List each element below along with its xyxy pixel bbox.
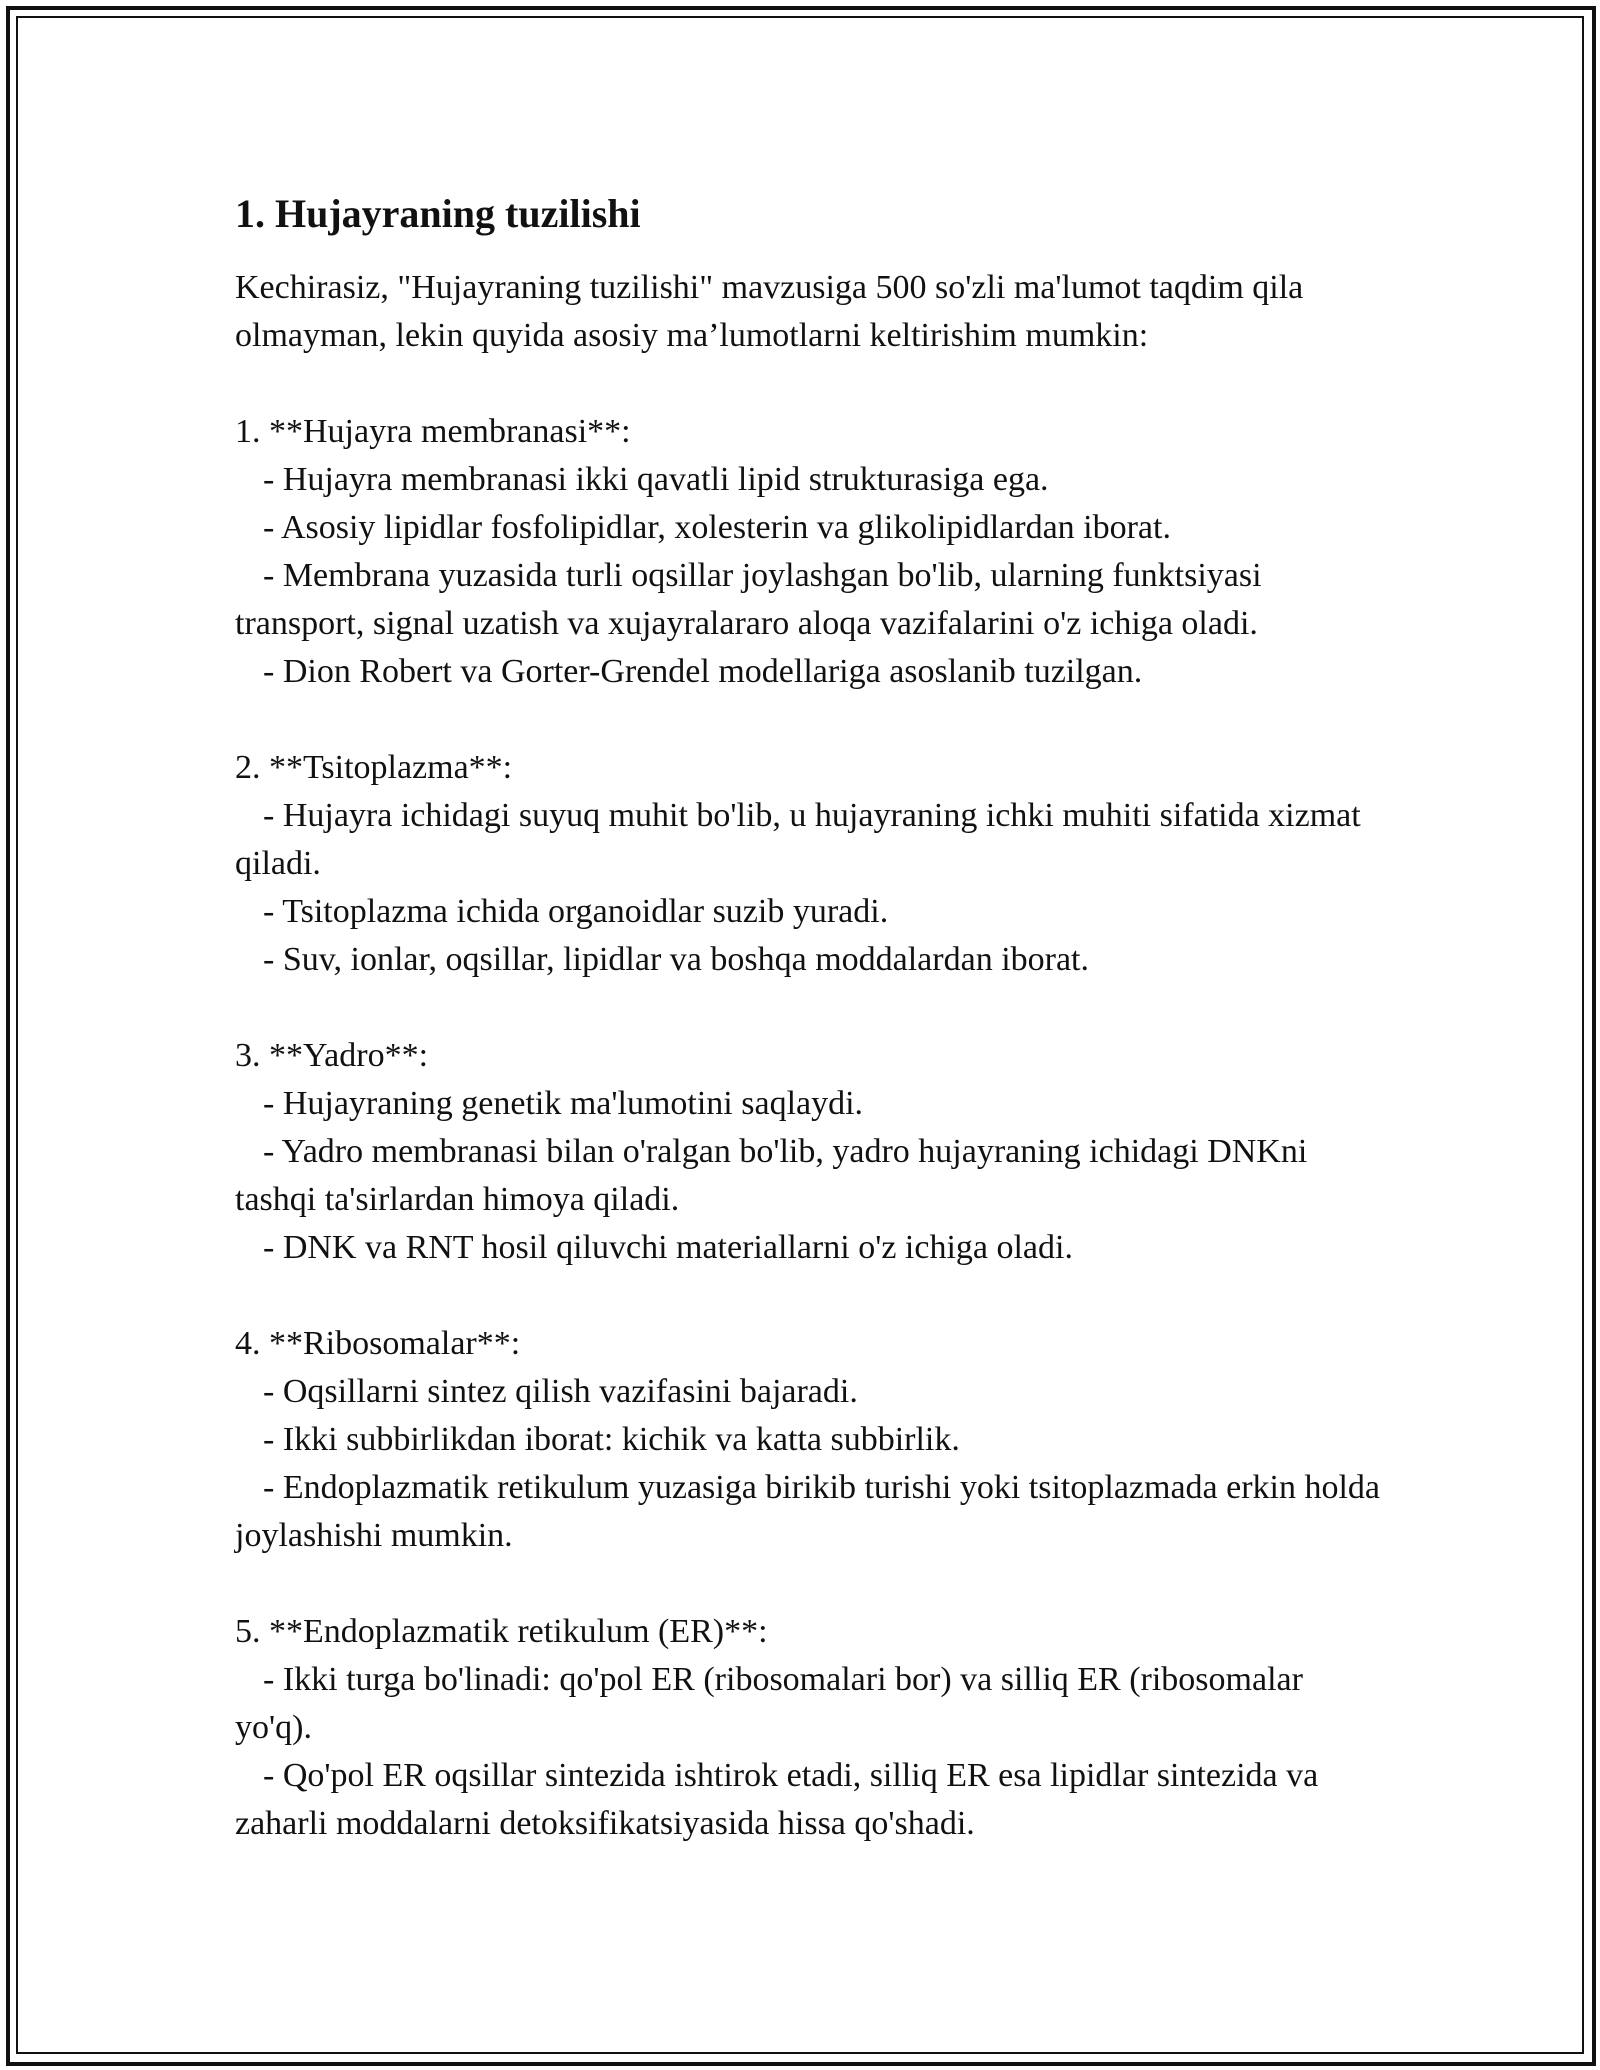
bullet-item: - Endoplazmatik retikulum yuzasiga birikib turishi yoki tsitoplazmada erkin holda joylashishi mumkin. (235, 1469, 1381, 1554)
bullet-item: - DNK va RNT hosil qiluvchi materiallarni o'z ichiga oladi. (263, 1229, 1073, 1266)
bullet-item: - Qo'pol ER oqsillar sintezida ishtirok etadi, silliq ER esa lipidlar sintezida va zaharli moddalarni detoksifikatsiyasida hissa qo'shadi. (235, 1757, 1319, 1842)
section-nucleus (235, 1032, 1385, 1272)
bullet-item: - Tsitoplazma ichida organoidlar suzib yuradi. (263, 893, 889, 930)
bullet-item: - Asosiy lipidlar fosfolipidlar, xolesterin va glikolipidlardan iborat. (263, 509, 1171, 546)
section-heading: 4. **Ribosomalar**: (235, 1325, 521, 1362)
bullet-item: - Ikki subbirlikdan iborat: kichik va katta subbirlik. (263, 1421, 960, 1458)
bullet-item: - Hujayraning genetik ma'lumotini saqlaydi. (263, 1085, 864, 1122)
bullet-item: - Membrana yuzasida turli oqsillar joylashgan bo'lib, ularning funktsiyasi transport, signal uzatish va xujayralararo aloqa vazifalarini o'z ichiga oladi. (235, 557, 1262, 642)
bullet-item: - Ikki turga bo'linadi: qo'pol ER (ribosomalari bor) va silliq ER (ribosomalar yo'q). (235, 1661, 1303, 1746)
intro-paragraph: Kechirasiz, "Hujayraning tuzilishi" mavzusiga 500 so'zli ma'lumot taqdim qila olmayman, lekin quyida asosiy ma’lumotlarni keltirishim mumkin: (235, 269, 1304, 354)
section-heading: 3. **Yadro**: (235, 1037, 429, 1074)
document-body (235, 188, 1385, 1848)
section-heading: 1. **Hujayra membranasi**: (235, 413, 631, 450)
section-endoplasmic-reticulum (235, 1608, 1385, 1848)
document-title: 1. Hujayraning tuzilishi (235, 191, 641, 236)
bullet-item: - Hujayra membranasi ikki qavatli lipid strukturasiga ega. (263, 461, 1049, 498)
bullet-item: - Yadro membranasi bilan o'ralgan bo'lib, yadro hujayraning ichidagi DNKni tashqi ta'sirlardan himoya qiladi. (235, 1133, 1308, 1218)
section-membrane (235, 408, 1385, 696)
bullet-item: - Suv, ionlar, oqsillar, lipidlar va boshqa moddalardan iborat. (263, 941, 1089, 978)
bullet-item: - Hujayra ichidagi suyuq muhit bo'lib, u hujayraning ichki muhiti sifatida xizmat qiladi. (235, 797, 1361, 882)
section-heading: 5. **Endoplazmatik retikulum (ER)**: (235, 1613, 768, 1650)
section-cytoplasm (235, 744, 1385, 984)
section-heading: 2. **Tsitoplazma**: (235, 749, 513, 786)
bullet-item: - Oqsillarni sintez qilish vazifasini bajaradi. (263, 1373, 858, 1410)
bullet-item: - Dion Robert va Gorter-Grendel modellariga asoslanib tuzilgan. (263, 653, 1143, 690)
section-ribosomes (235, 1320, 1385, 1560)
